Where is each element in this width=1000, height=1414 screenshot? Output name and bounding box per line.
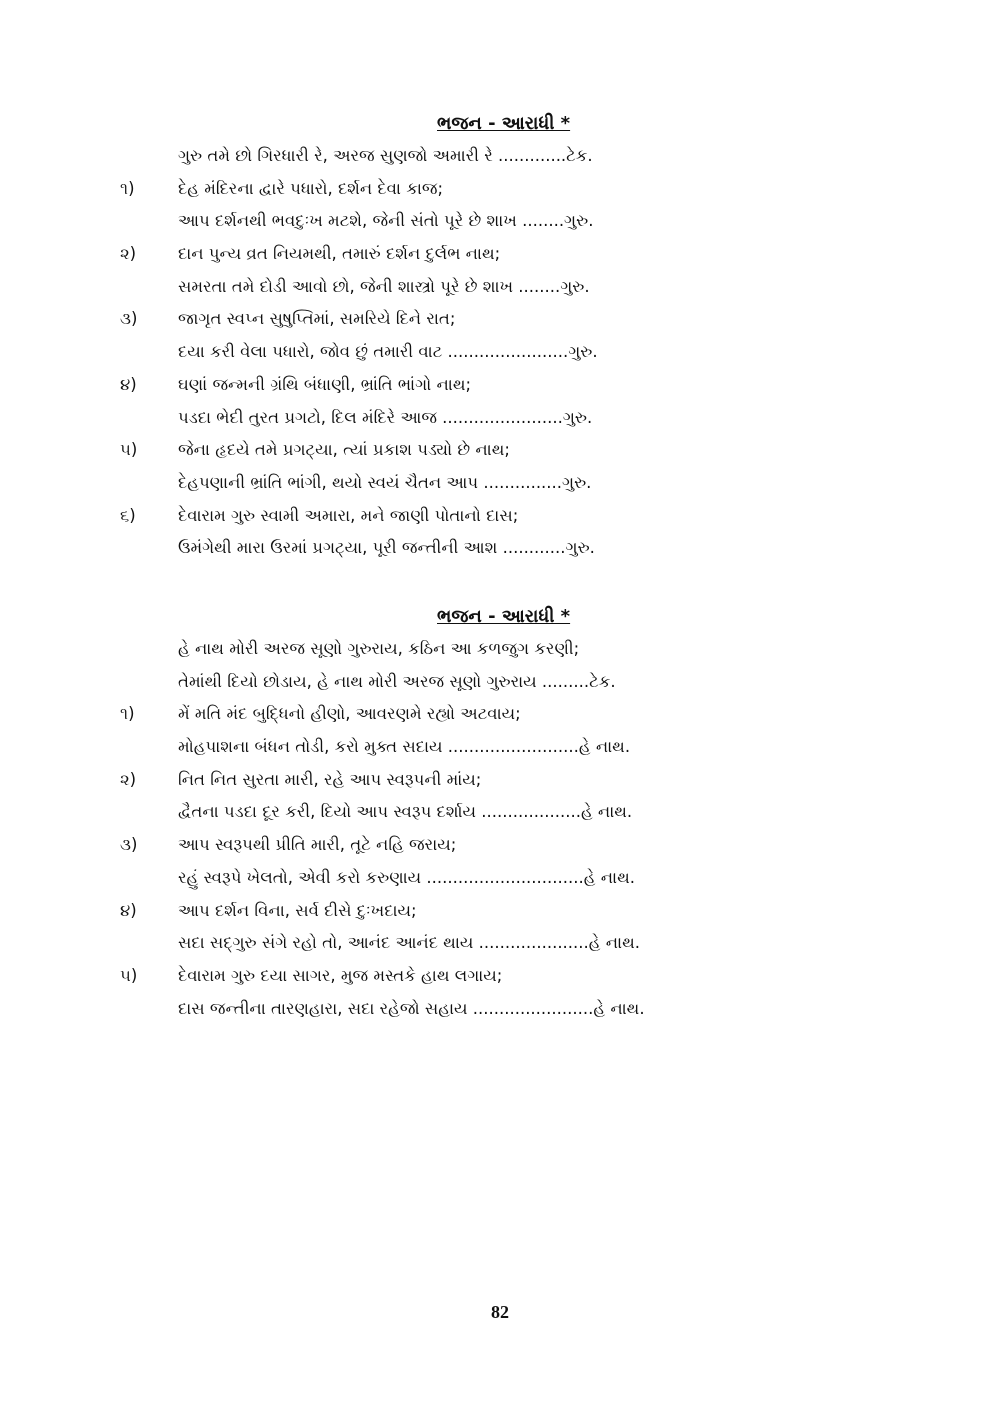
line-text: નિત નિત સુરતા મારી, રહે આપ સ્વરૂપની માંય; <box>178 769 482 789</box>
line-text: તેમાંથી દિયો છોડાય, હે નાથ મોરી અરજ સૂણો ગુરુરાય .........ટેક. <box>178 671 616 691</box>
line-text: હે નાથ મોરી અરજ સૂણો ગુરુરાય, કઠિન આ કળજુગ કરણી; <box>178 639 580 658</box>
refrain-line-2 <box>115 666 675 699</box>
line-text: મોહપાશના બંધન તોડી, કરો મુક્ત સદાય .........................હે નાથ. <box>178 737 631 757</box>
line-text: દ્વૈતના પડદા દૂર કરી, દિયો આપ સ્વરૂપ દર્શાય ...................હે નાથ. <box>178 802 633 822</box>
stanza-1-line-1 <box>115 698 675 731</box>
stanza-number: ૩) <box>120 835 138 855</box>
line-text: ગુરુ તમે છો ગિરધારી રે, અરજ સુણજો અમારી રે .............ટેક. <box>178 146 593 165</box>
page-number: 82 <box>491 1302 509 1322</box>
stanza-number: ૩) <box>120 309 138 329</box>
stanza-number: ૫) <box>120 965 138 985</box>
line-text: રહું સ્વરૂપે ખેલતો, એવી કરો કરુણાય ..............................હે નાથ. <box>178 867 635 887</box>
line-text: દેહ મંદિરના દ્વારે પધારો, દર્શન દેવા કાજ; <box>178 178 444 198</box>
stanza-3-line-1 <box>115 303 675 336</box>
stanza-number: ૧) <box>120 704 135 724</box>
stanza-number: ૨) <box>120 769 137 789</box>
bhajan-2 <box>115 601 675 1025</box>
stanza-2-line-2 <box>115 796 675 829</box>
bhajan-title: ભજન - આરાધી * <box>437 606 571 627</box>
stanza-6-line-2 <box>115 532 675 565</box>
stanza-3-line-1 <box>115 829 675 862</box>
line-text: સમરતા તમે દોડી આવો છો, જેની શાસ્ત્રો પૂરે છે શાખ ........ગુરુ. <box>178 276 590 296</box>
line-text: ઘણાં જન્મની ગ્રંથિ બંધાણી, ભ્રાંતિ ભાંગો નાથ; <box>178 374 472 394</box>
line-text: દયા કરી વેલા પધારો, જોવ છું તમારી વાટ .......................ગુરુ. <box>178 342 598 362</box>
stanza-4-line-2 <box>115 402 675 435</box>
line-text: દેવારામ ગુરુ સ્વામી અમારા, મને જાણી પોતાનો દાસ; <box>178 505 519 525</box>
stanza-5-line-2 <box>115 467 675 500</box>
line-text: આપ દર્શન વિના, સર્વ દીસે દુઃખદાય; <box>178 900 417 920</box>
stanza-5-line-1 <box>115 434 675 467</box>
stanza-number: ૧) <box>120 178 135 198</box>
stanza-number: ૪) <box>120 374 137 394</box>
stanza-number: ૫) <box>120 440 138 460</box>
stanza-4-line-2 <box>115 927 675 960</box>
bhajan-1 <box>115 108 675 565</box>
stanza-2-line-2 <box>115 271 675 304</box>
line-text: ઉમંગેથી મારા ઉરમાં પ્રગટ્યા, પૂરી જન્તીની આશ ............ગુરુ. <box>178 538 595 558</box>
refrain-line <box>115 140 675 173</box>
stanza-1-line-2 <box>115 205 675 238</box>
stanza-number: ૨) <box>120 244 137 264</box>
stanza-number: ૪) <box>120 900 137 920</box>
stanza-4-line-1 <box>115 369 675 402</box>
stanza-4-line-1 <box>115 895 675 928</box>
stanza-2-line-1 <box>115 238 675 271</box>
line-text: આપ દર્શનથી ભવદુઃખ મટશે, જેની સંતો પૂરે છે શાખ ........ગુરુ. <box>178 211 594 231</box>
stanza-number: ૬) <box>120 505 136 525</box>
line-text: પડદા ભેદી તુરત પ્રગટો, દિલ મંદિરે આજ .......................ગુરુ. <box>178 407 593 427</box>
stanza-6-line-1 <box>115 500 675 533</box>
stanza-5-line-1 <box>115 960 675 993</box>
stanza-2-line-1 <box>115 764 675 797</box>
line-text: દેવારામ ગુરુ દયા સાગર, મુજ મસ્તકે હાથ લગાય; <box>178 965 503 985</box>
line-text: દાન પુન્ય વ્રત નિયમથી, તમારું દર્શન દુર્લભ નાથ; <box>178 244 501 264</box>
line-text: સદા સદ્‌ગુરુ સંગે રહો તો, આનંદ આનંદ થાય .....................હે નાથ. <box>178 933 640 953</box>
line-text: આપ સ્વરૂપથી પ્રીતિ મારી, તૂટે નહિ જરાય; <box>178 835 457 855</box>
line-text: દાસ જન્તીના તારણહારા, સદા રહેજો સહાય .......................હે નાથ. <box>178 998 645 1018</box>
line-text: જાગૃત સ્વપ્ન સુષુપ્તિમાં, સમરિયે દિને રાત; <box>178 309 456 329</box>
refrain-line-1 <box>115 633 675 666</box>
line-text: જેના હૃદયે તમે પ્રગટ્યા, ત્યાં પ્રકાશ પડ્યો છે નાથ; <box>178 440 510 460</box>
bhajan-title: ભજન - આરાધી * <box>437 113 571 134</box>
line-text: દેહપણાની ભ્રાંતિ ભાંગી, થયો સ્વયં ચૈતન આપ ...............ગુરુ. <box>178 472 592 492</box>
stanza-3-line-2 <box>115 862 675 895</box>
stanza-5-line-2 <box>115 993 675 1026</box>
stanza-1-line-1 <box>115 173 675 206</box>
stanza-3-line-2 <box>115 336 675 369</box>
line-text: મેં મતિ મંદ બુદ્ધિનો હીણો, આવરણમે રહ્યો અટવાય; <box>178 704 521 724</box>
stanza-1-line-2 <box>115 731 675 764</box>
